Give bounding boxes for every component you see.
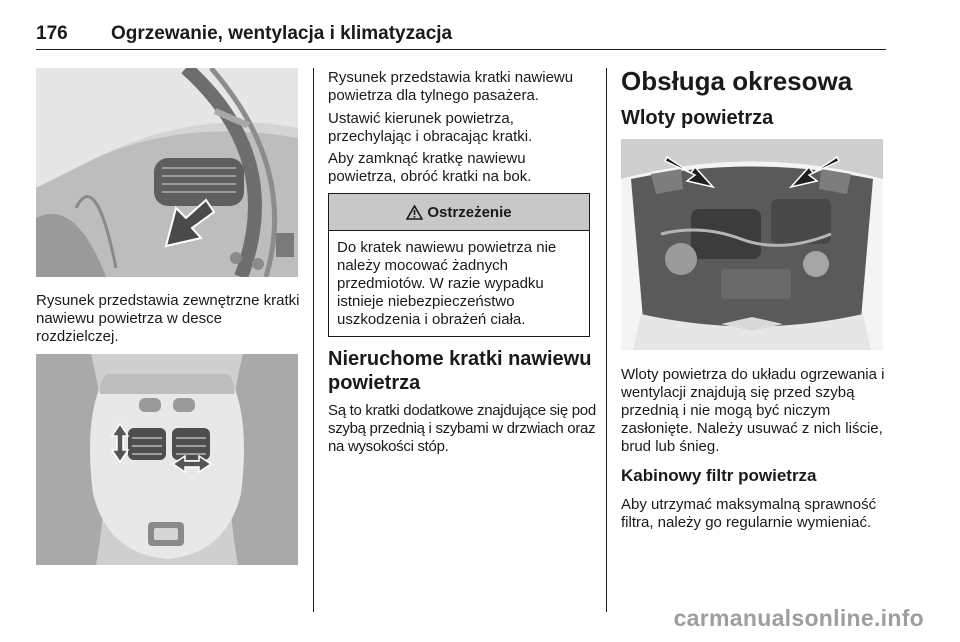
warning-header [329,194,589,231]
header-rule [36,49,886,50]
dashboard-vent-caption: Rysunek przedstawia zewnętrzne kratki nawiewu powietrza w desce rozdzielczej. [36,292,300,345]
rear-vent-photo [36,354,298,565]
warning-title: Ostrzeżenie [427,203,512,221]
cabin-filter-heading: Kabinowy filtr powietrza [621,466,817,485]
warning-body: Do kratek nawiewu powietrza nie należy mocować żadnych przedmiotów. W razie wypadku istnieje niebezpieczeństwo uszkodzenia i obrażeń ciała. [337,239,557,328]
air-inlets-paragraph: Wloty powietrza do układu ogrzewania i wentylacji znajdują się przed szybą przednią i nie mogą być niczym zasłonięte. Należy usuwać z nich liście, brud lub śnieg. [621,366,885,455]
dashboard-vent-photo [36,68,298,277]
warning-triangle-icon [406,205,423,220]
fixed-vents-paragraph: Są to kratki dodatkowe znajdujące się pod szybą przednią i szybami w drzwiach oraz na wysokości stóp. [328,402,596,455]
page-header [36,20,886,50]
rear-vent-paragraph: Rysunek przedstawia kratki nawiewu powietrza dla tylnego pasażera. [328,69,574,104]
fixed-vents-heading: Nieruchome kratki nawiewu powietrza [328,348,592,394]
adjust-direction-paragraph: Ustawić kierunek powietrza, przechylając i obracając kratki. [328,110,533,145]
maintenance-heading: Obsługa okresowa [621,66,853,96]
cabin-filter-paragraph: Aby utrzymać maksymalną sprawność filtra, należy go regularnie wymieniać. [621,496,877,531]
warning-box [328,193,590,337]
column-divider-2 [606,68,607,612]
close-vent-paragraph: Aby zamknąć kratkę nawiewu powietrza, obróć kratki na bok. [328,150,532,185]
column-divider-1 [313,68,314,612]
watermark: carmanualsonline.info [673,605,924,631]
page-number: 176 [36,23,68,44]
engine-bay-photo [621,139,883,350]
air-inlets-heading: Wloty powietrza [621,107,774,129]
chapter-title: Ogrzewanie, wentylacja i klimatyzacja [111,23,453,44]
